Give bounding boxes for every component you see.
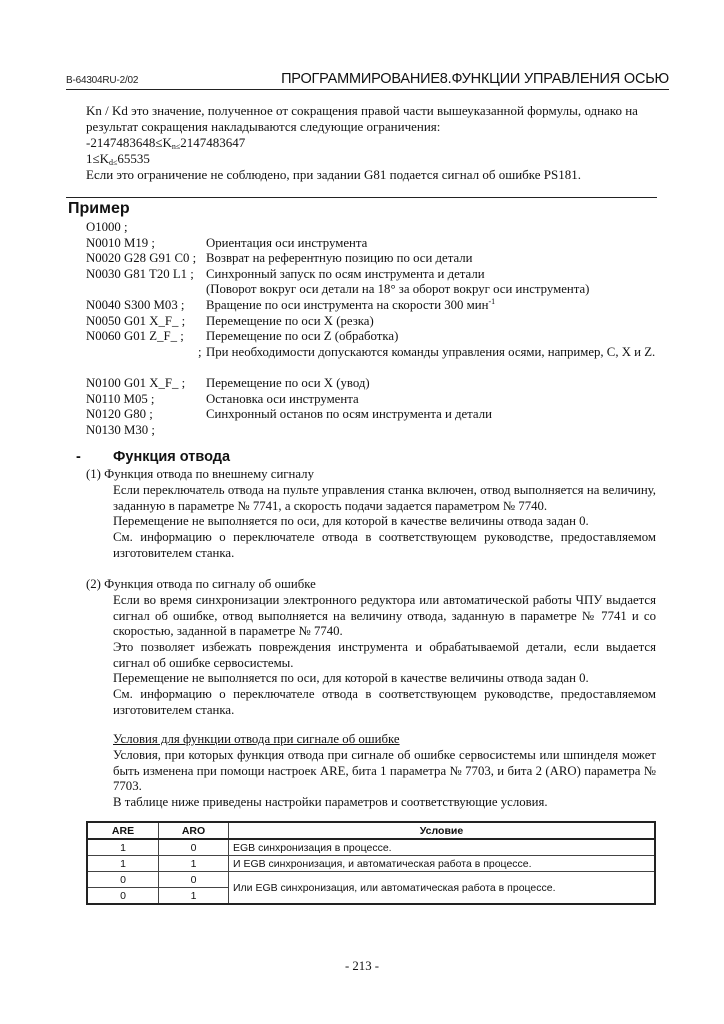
bullet-dash: - <box>76 449 81 465</box>
limit-kn <box>86 135 245 151</box>
table-header-row <box>87 822 655 839</box>
section-divider <box>66 197 657 198</box>
conditions-title: Условия для функции отвода при сигнале об ошибке <box>113 732 400 746</box>
header-aro: ARO <box>159 822 229 839</box>
code-command: N0030 G81 T20 L1 ; <box>86 266 194 281</box>
code-comment: Остановка оси инструмента <box>206 391 359 406</box>
code-command: N0100 G01 X_F_ ; <box>86 375 186 390</box>
code-row <box>86 220 666 236</box>
code-comment <box>206 298 495 314</box>
code-row <box>86 251 666 267</box>
superscript: -1 <box>488 296 496 306</box>
retract-heading: Функция отвода <box>113 449 231 465</box>
subsection-1-label: (1) Функция отвода по внешнему сигналу <box>86 467 314 481</box>
limit-kd-pre: 1≤K <box>86 151 110 166</box>
cell-condition: EGB синхронизация в процессе. <box>229 839 656 856</box>
table-row <box>87 839 655 856</box>
code-command: ; <box>198 344 202 359</box>
code-row <box>86 407 666 423</box>
code-comment: Перемещение по оси X (резка) <box>206 313 374 328</box>
code-row <box>86 345 666 376</box>
subsection-1-para-1: Если переключатель отвода на пульте управления станка включен, отвод выполняется на величину, заданную в параметре № 7741, а скорость подачи задается параметром № 7740. <box>113 483 656 513</box>
subsection-2-label: (2) Функция отвода по сигналу об ошибке <box>86 577 316 591</box>
intro-line-5: Если это ограничение не соблюдено, при задании G81 подается сигнал об ошибке PS181. <box>86 167 582 182</box>
code-row <box>86 423 666 439</box>
code-comment: Перемещение по оси X (увод) <box>206 375 370 390</box>
code-row <box>86 329 666 345</box>
cell-are: 1 <box>87 856 159 872</box>
cell-aro: 0 <box>159 872 229 888</box>
subsection-2-para-2: Это позволяет избежать повреждения инструмента и обрабатываемой детали, если выдается сигнал об ошибке сервосистемы. <box>113 640 656 670</box>
subsection-2-para-4: См. информацию о переключателе отвода в соответствующем руководстве, предоставляемом изготовителем станка. <box>113 687 656 717</box>
limit-kd <box>86 151 150 167</box>
limit-kd-post: 65535 <box>117 151 150 166</box>
code-command: N0060 G01 Z_F_ ; <box>86 329 184 344</box>
conditions-para-1: Условия, при которых функция отвода при сигнале об ошибке сервосистемы или шпинделя может быть изменена при помощи настроек ARE, бита 1 параметра № 7703, и бита 2 (ARO) параметра № 7703. <box>113 748 656 794</box>
code-row <box>86 236 666 252</box>
code-row <box>86 267 666 283</box>
cell-condition: И EGB синхронизация, и автоматическая работа в процессе. <box>229 856 656 872</box>
code-comment-text: Вращение по оси инструмента на скорости 300 мин <box>206 297 489 312</box>
cell-condition: Или EGB синхронизация, или автоматическая работа в процессе. <box>229 872 656 905</box>
cell-are: 0 <box>87 872 159 888</box>
conditions-heading <box>113 732 656 748</box>
subsection-2-para-3: Перемещение не выполняется по оси, для которой в качестве величины отвода задан 0. <box>113 671 589 685</box>
subsection-1-para-3: См. информацию о переключателе отвода в соответствующем руководстве, предоставляемом изготовителем станка. <box>113 530 656 560</box>
code-row <box>86 392 666 408</box>
page-number: - 213 - <box>344 959 380 973</box>
limit-kd-sub: d≤ <box>109 158 118 167</box>
code-row <box>86 298 666 314</box>
limit-kn-post: 2147483647 <box>180 135 246 150</box>
example-heading: Пример <box>68 200 130 217</box>
limit-kn-sub: n≤ <box>171 142 181 151</box>
code-command: N0050 G01 X_F_ ; <box>86 313 186 328</box>
code-comment: Синхронный запуск по осям инструмента и детали <box>206 266 485 281</box>
code-command: N0110 M05 ; <box>86 391 155 406</box>
code-comment: При необходимости допускаются команды управления осями, например, C, X и Z. <box>206 344 656 359</box>
code-command: N0020 G28 G91 C0 ; <box>86 251 197 266</box>
cell-aro: 0 <box>159 839 229 856</box>
code-command: N0040 S300 M03 ; <box>86 297 185 312</box>
code-command: N0010 M19 ; <box>86 235 155 250</box>
table-row <box>87 872 655 888</box>
intro-line-2: результат сокращения накладываются следующие ограничения: <box>86 119 441 134</box>
cell-are: 1 <box>87 839 159 856</box>
subsection-2-para-1: Если во время синхронизации электронного редуктора или автоматической работы ЧПУ выдается сигнал об ошибке, отвод выполняется на величину отвода, заданную в параметре № 7741 и со скоростью, заданной в параметре № 7740. <box>113 593 656 639</box>
conditions-table <box>86 821 656 905</box>
code-comment: (Поворот вокруг оси детали на 18° за оборот вокруг оси инструмента) <box>206 282 590 297</box>
example-program <box>86 220 666 438</box>
header-condition: Условие <box>229 822 656 839</box>
cell-aro: 1 <box>159 856 229 872</box>
document-code: B-64304RU-2/02 <box>66 75 139 86</box>
code-comment: Перемещение по оси Z (обработка) <box>206 329 399 344</box>
header-divider <box>66 89 669 90</box>
code-comment: Ориентация оси инструмента <box>206 235 368 250</box>
code-comment: Синхронный останов по осям инструмента и детали <box>206 407 492 422</box>
code-command: N0120 G80 ; <box>86 407 153 422</box>
cell-aro: 1 <box>159 888 229 905</box>
intro-line-1: Kn / Kd это значение, полученное от сокращения правой части вышеуказанной формулы, однако на <box>86 103 638 118</box>
table-row <box>87 856 655 872</box>
limit-kn-pre: -2147483648≤K <box>86 135 172 150</box>
code-command: O1000 ; <box>86 220 128 234</box>
chapter-title: ПРОГРАММИРОВАНИЕ8.ФУНКЦИИ УПРАВЛЕНИЯ ОСЬЮ <box>281 71 669 87</box>
subsection-1-para-2: Перемещение не выполняется по оси, для которой в качестве величины отвода задан 0. <box>113 514 589 528</box>
code-row <box>86 376 666 392</box>
header-are: ARE <box>87 822 159 839</box>
code-row <box>86 314 666 330</box>
code-row <box>86 282 666 298</box>
conditions-para-2: В таблице ниже приведены настройки параметров и соответствующие условия. <box>113 795 548 809</box>
code-comment: Возврат на референтную позицию по оси детали <box>206 251 473 266</box>
cell-are: 0 <box>87 888 159 905</box>
code-command: N0130 M30 ; <box>86 422 155 437</box>
